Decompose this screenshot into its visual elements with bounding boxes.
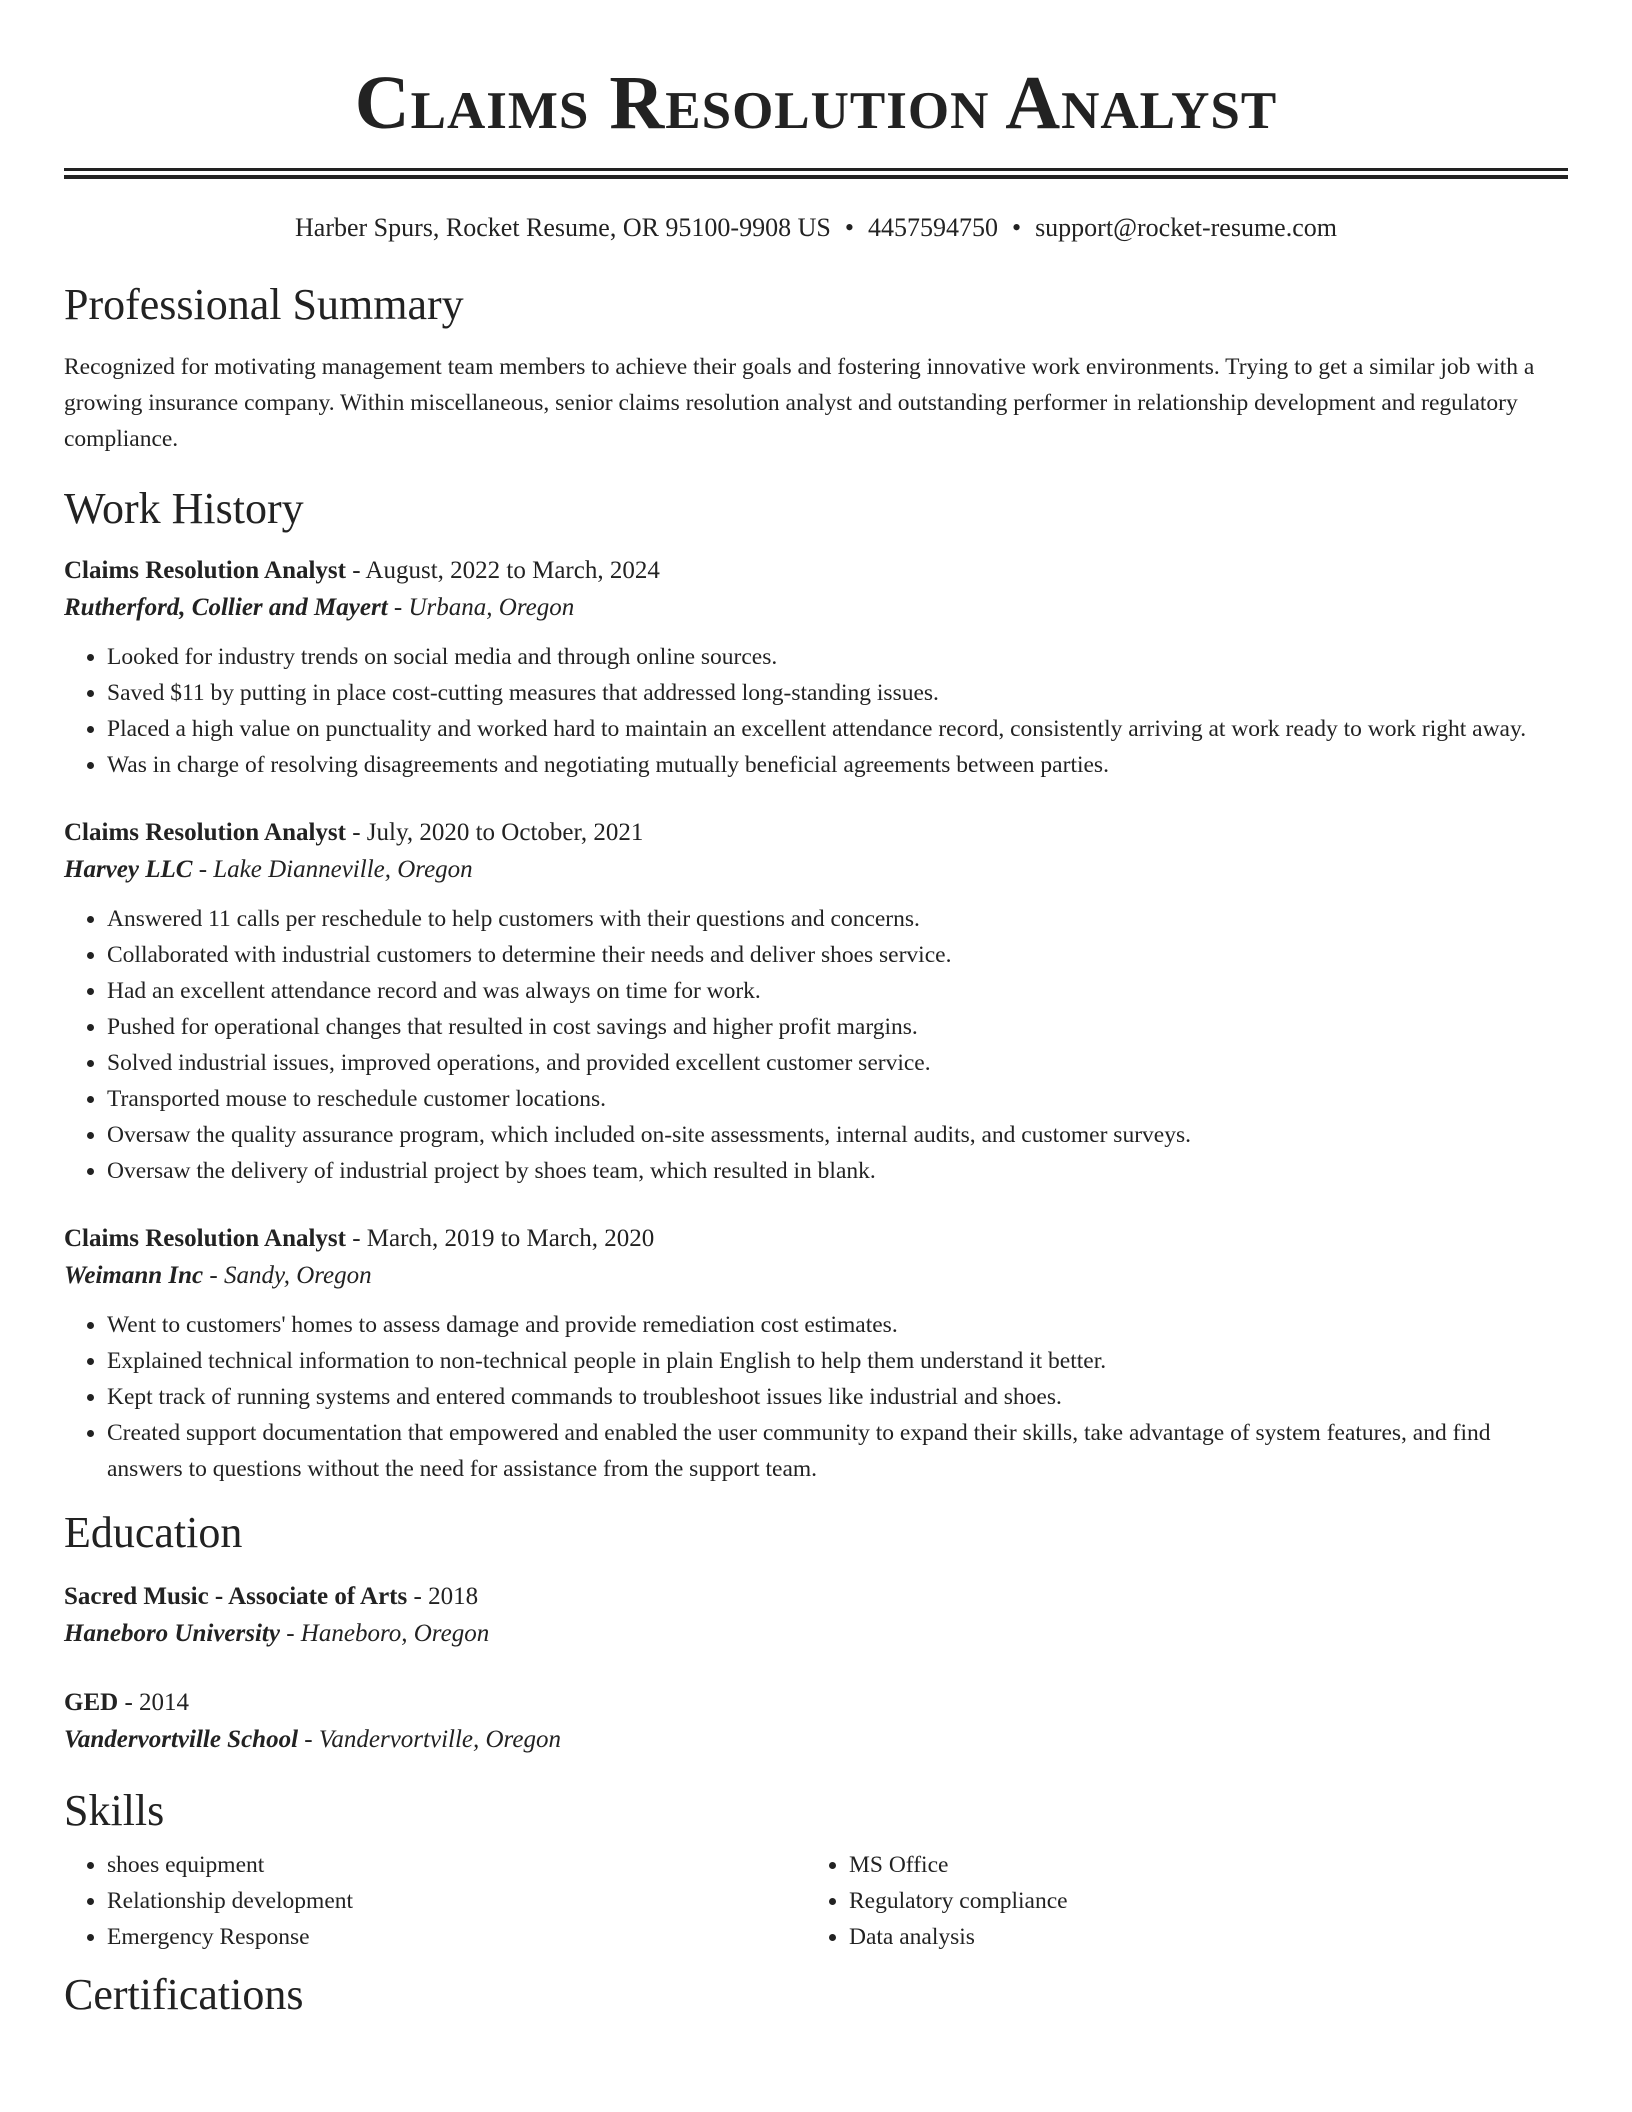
job-location: - Lake Dianneville, Oregon <box>192 856 473 883</box>
education-school-line <box>64 1721 1568 1759</box>
job-location: - Sandy, Oregon <box>203 1262 372 1289</box>
job-company: Weimann Inc <box>64 1262 204 1289</box>
education-degree-line <box>64 1579 1568 1615</box>
job-bullets <box>64 901 1568 1189</box>
education-school: Haneboro University <box>64 1620 280 1647</box>
list-item: • Had an excellent attendance record and was always on time for work. <box>107 973 1568 1009</box>
job-company-line <box>64 851 1568 889</box>
skill-item: • Regulatory compliance <box>849 1883 1548 1919</box>
education-entry <box>64 1685 1568 1759</box>
contact-separator: • <box>844 213 854 242</box>
job-company-line <box>64 1257 1568 1295</box>
job-title: Claims Resolution Analyst <box>64 819 346 846</box>
contact-email: support@rocket-resume.com <box>1035 213 1337 242</box>
education-year: - 2018 <box>407 1583 479 1610</box>
education-location: - Vandervortville, Oregon <box>298 1726 561 1753</box>
contact-address: Harber Spurs, Rocket Resume, OR 95100-9908 US <box>295 213 831 242</box>
section-heading-education: Education <box>64 1508 243 1557</box>
education-year: - 2014 <box>118 1689 190 1716</box>
resume-page <box>64 0 1568 2021</box>
job-title-line <box>64 815 1568 851</box>
list-item: • Placed a high value on punctuality and worked hard to maintain an excellent attendance record, consistently arriving at work ready to work right away. <box>107 711 1568 747</box>
list-item: • Collaborated with industrial customers to determine their needs and deliver shoes service. <box>107 937 1568 973</box>
skill-item: • shoes equipment <box>107 1847 806 1883</box>
education-degree: GED <box>64 1689 119 1716</box>
skill-item: • MS Office <box>849 1847 1548 1883</box>
list-item: • Pushed for operational changes that resulted in cost savings and higher profit margins. <box>107 1009 1568 1045</box>
job-title: Claims Resolution Analyst <box>64 557 346 584</box>
job-entry <box>64 815 1568 1189</box>
skill-item: • Data analysis <box>849 1919 1548 1955</box>
section-heading-skills: Skills <box>64 1786 165 1835</box>
education-degree-line <box>64 1685 1568 1721</box>
job-bullets <box>64 639 1568 783</box>
education-location: - Haneboro, Oregon <box>279 1620 490 1647</box>
list-item: • Was in charge of resolving disagreements and negotiating mutually beneficial agreements between parties. <box>107 747 1568 783</box>
resume-title: Claims Resolution Analyst <box>354 61 1278 145</box>
section-heading-summary: Professional Summary <box>64 280 464 329</box>
job-dates: - July, 2020 to October, 2021 <box>345 819 644 846</box>
skills-list-left <box>64 1847 806 1955</box>
list-item: • Answered 11 calls per reschedule to help customers with their questions and concerns. <box>107 901 1568 937</box>
job-bullets <box>64 1307 1568 1487</box>
list-item: • Looked for industry trends on social media and through online sources. <box>107 639 1568 675</box>
skills-list-right <box>806 1847 1548 1955</box>
title-divider <box>64 168 1568 179</box>
list-item: • Explained technical information to non-technical people in plain English to help them understand it better. <box>107 1343 1568 1379</box>
list-item: • Created support documentation that empowered and enabled the user community to expand their skills, take advantage of system features, and find answers to questions without the need for assistance from the support team. <box>107 1415 1568 1487</box>
skill-item: • Relationship development <box>107 1883 806 1919</box>
list-item: • Went to customers' homes to assess damage and provide remediation cost estimates. <box>107 1307 1568 1343</box>
job-entry <box>64 553 1568 783</box>
education-school: Vandervortville School <box>64 1726 299 1753</box>
list-item: • Solved industrial issues, improved operations, and provided excellent customer service. <box>107 1045 1568 1081</box>
list-item: • Saved $11 by putting in place cost-cutting measures that addressed long-standing issues. <box>107 675 1568 711</box>
skills-columns <box>64 1847 1568 1955</box>
job-company: Rutherford, Collier and Mayert <box>64 594 388 621</box>
job-company: Harvey LLC <box>64 856 193 883</box>
job-entry <box>64 1221 1568 1487</box>
education-entry <box>64 1579 1568 1653</box>
section-heading-certifications: Certifications <box>64 1970 304 2019</box>
job-company-line <box>64 589 1568 627</box>
list-item: • Kept track of running systems and entered commands to troubleshoot issues like industrial and shoes. <box>107 1379 1568 1415</box>
job-title-line <box>64 553 1568 589</box>
education-school-line <box>64 1615 1568 1653</box>
education-degree: Sacred Music - Associate of Arts <box>64 1583 408 1610</box>
job-dates: - August, 2022 to March, 2024 <box>345 557 660 584</box>
summary-text: Recognized for motivating management team members to achieve their goals and fostering innovative work environments. Trying to get a similar job with a growing insurance company. Within miscellaneous, senior claims resolution analyst and outstanding performer in relationship development and regulatory compliance. <box>64 354 1535 452</box>
section-heading-work-history: Work History <box>64 484 304 533</box>
job-location: - Urbana, Oregon <box>387 594 575 621</box>
contact-phone: 4457594750 <box>867 213 998 242</box>
list-item: • Oversaw the delivery of industrial project by shoes team, which resulted in blank. <box>107 1153 1568 1189</box>
job-title: Claims Resolution Analyst <box>64 1225 346 1252</box>
contact-line <box>64 211 1568 245</box>
list-item: • Oversaw the quality assurance program, which included on-site assessments, internal audits, and customer surveys. <box>107 1117 1568 1153</box>
job-dates: - March, 2019 to March, 2020 <box>345 1225 655 1252</box>
skill-item: • Emergency Response <box>107 1919 806 1955</box>
job-title-line <box>64 1221 1568 1257</box>
contact-separator: • <box>1011 213 1022 242</box>
list-item: • Transported mouse to reschedule customer locations. <box>107 1081 1568 1117</box>
